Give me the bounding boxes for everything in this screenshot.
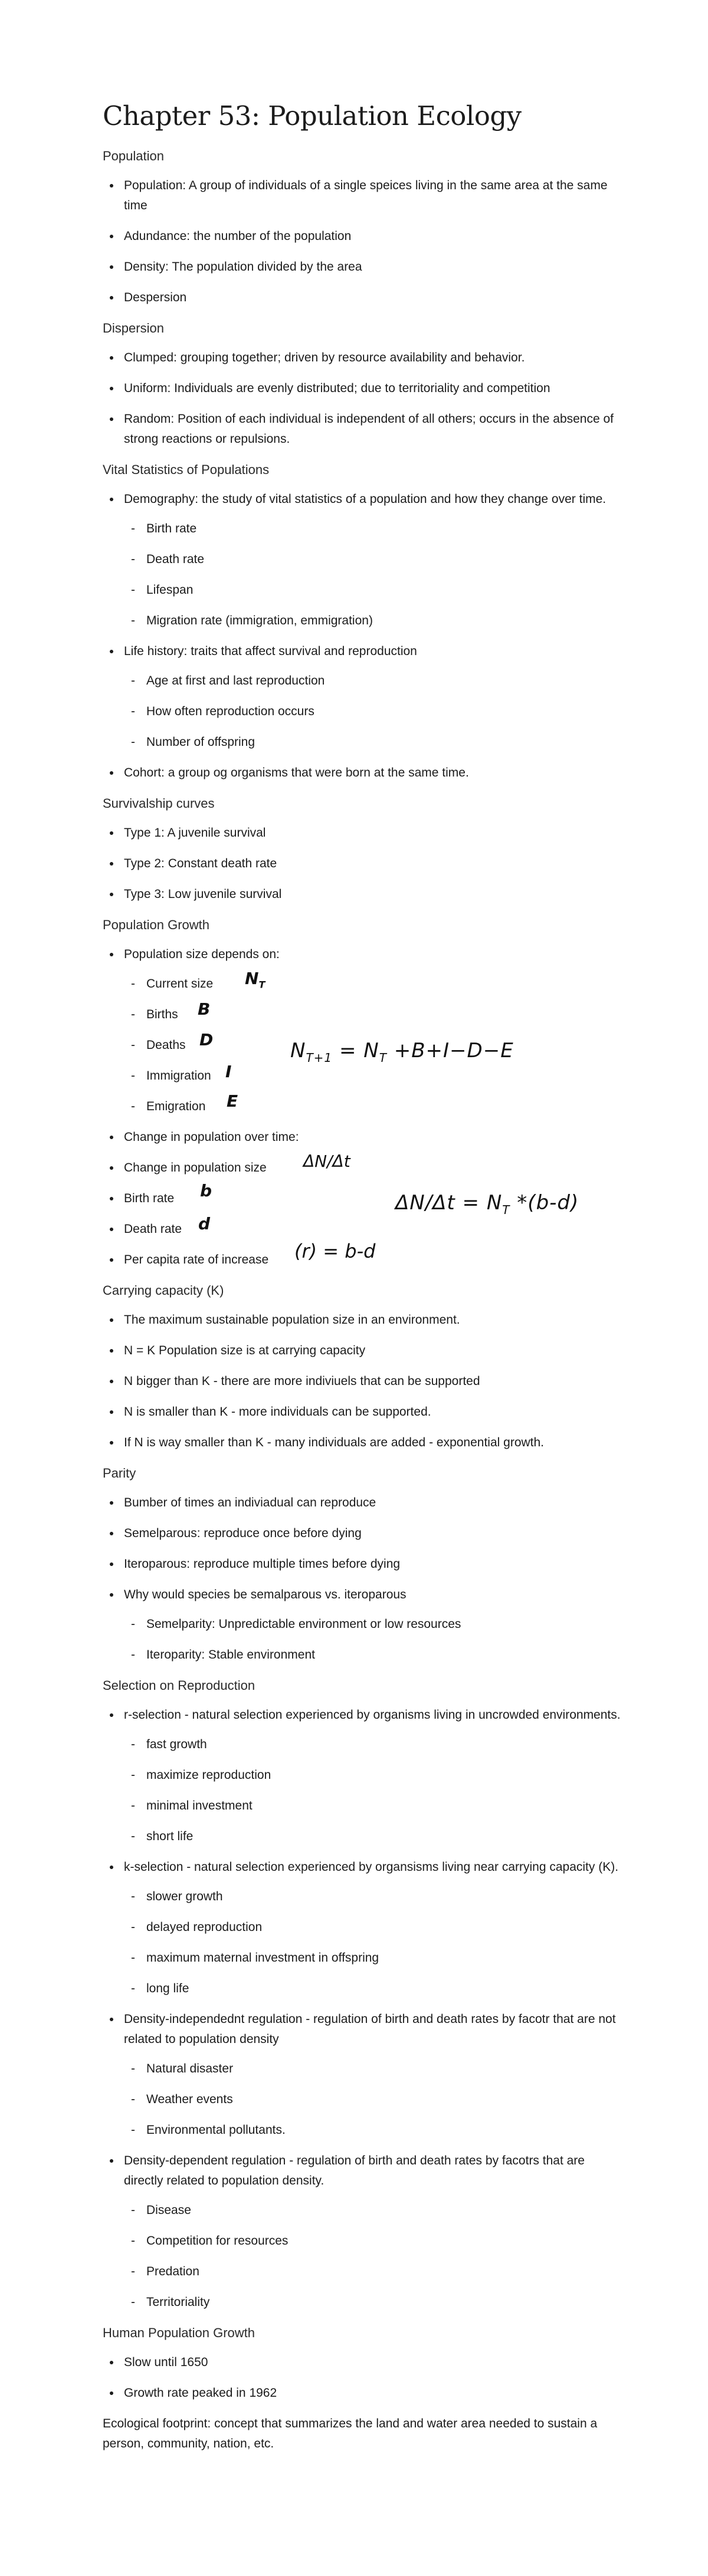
section-heading-selection: Selection on Reproduction [103, 1678, 255, 1693]
sub-list-item: - Territoriality [124, 2292, 622, 2312]
human-population-list [103, 2353, 622, 2403]
vital-statistics-list [103, 489, 622, 783]
sub-list-item: - Semelparity: Unpredictable environment or low resources [124, 1614, 622, 1634]
dispersion-list [103, 348, 622, 449]
list-item: Density-dependent regulation - regulation of birth and death rates by facotrs that are directly related to population density. - Disease - Competition for resources - Predation - Territoriality [103, 2151, 622, 2312]
list-item: Despersion [103, 288, 622, 308]
handwritten-d: D [199, 1030, 214, 1050]
sub-list-item: - Predation [124, 2262, 622, 2282]
list-item: Random: Position of each individual is independent of all others; occurs in the absence of strong reactions or repulsions. [103, 409, 622, 449]
list-item: Uniform: Individuals are evenly distributed; due to territoriality and competition [103, 379, 622, 399]
list-item: Clumped: grouping together; driven by resource availability and behavior. [103, 348, 622, 368]
sub-list-item: - Current size $N_T$ [124, 974, 622, 994]
handwritten-d-lower: d [198, 1214, 211, 1233]
sub-list-item: - Disease [124, 2200, 622, 2220]
list-item: Slow until 1650 [103, 2353, 622, 2373]
sub-list-item: - Emigration E [124, 1097, 622, 1117]
parity-sublist [124, 1614, 622, 1665]
section-heading-population-growth: Population Growth [103, 917, 209, 932]
list-item: k-selection - natural selection experienced by organsisms living near carrying capacity (K). - slower growth - delayed reproduction - maximum maternal investment in offspring - long life [103, 1857, 622, 1999]
handwritten-r: (r) = b-d [294, 1240, 376, 1262]
list-item: N bigger than K - there are more indiviuels that can be supported [103, 1371, 622, 1391]
sub-list-item: - short life [124, 1827, 622, 1847]
sub-list-item: - Age at first and last reproduction [124, 671, 622, 691]
list-item: Type 2: Constant death rate [103, 854, 622, 874]
k-selection-sublist [124, 1887, 622, 1999]
list-item: Density-independednt regulation - regulation of birth and death rates by facotr that are not related to population density - Natural disaster - Weather events - Environmental pollutants. [103, 2009, 622, 2140]
handwritten-formula-2: $\Delta N/\Delta t = N_T$ *(b-d) [395, 1191, 579, 1217]
survivalship-list [103, 823, 622, 904]
sub-list-item: - Immigration I [124, 1066, 622, 1086]
sub-list-item: - Deaths D [124, 1035, 622, 1055]
sub-list-item: - Environmental pollutants. [124, 2120, 622, 2140]
document-body [103, 146, 622, 2454]
sub-list-item: - Lifespan [124, 580, 622, 600]
section-heading-parity: Parity [103, 1466, 136, 1481]
list-item: Death rate d [103, 1219, 622, 1239]
section-heading-population: Population [103, 149, 164, 163]
demography-sublist [124, 519, 622, 631]
list-item: Type 1: A juvenile survival [103, 823, 622, 843]
section-heading-carrying-capacity: Carrying capacity (K) [103, 1283, 224, 1298]
handwritten-nt: $N_T$ [245, 969, 266, 991]
list-item: Demography: the study of vital statistics of a population and how they change over time. - Birth rate - Death rate - Lifespan - Migration rate (immigration, emmigration) [103, 489, 622, 631]
sub-list-item: - delayed reproduction [124, 1917, 622, 1937]
list-item: Change in population size ΔN/Δt [103, 1158, 622, 1178]
list-item: Type 3: Low juvenile survival [103, 884, 622, 904]
sub-list-item: - Iteroparity: Stable environment [124, 1645, 622, 1665]
list-item: The maximum sustainable population size in an environment. [103, 1310, 622, 1330]
section-heading-human-population: Human Population Growth [103, 2325, 255, 2340]
parity-list [103, 1493, 622, 1665]
list-item: Population size depends on: - Current size $N_T$ - Births B - Deaths D - Immigration I - Emigration E [103, 945, 622, 1117]
handwritten-delta-n: ΔN/Δt [303, 1152, 350, 1171]
list-item: Adundance: the number of the population [103, 226, 622, 246]
list-item: r-selection - natural selection experienced by organisms living in uncrowded environments. - fast growth - maximize reproduction - minimal investment - short life [103, 1705, 622, 1847]
page-title: Chapter 53: Population Ecology [103, 100, 522, 131]
ecological-footprint-paragraph: Ecological footprint: concept that summarizes the land and water area needed to sustain a person, community, nation, etc. [103, 2417, 598, 2450]
list-item: Cohort: a group og organisms that were born at the same time. [103, 763, 622, 783]
sub-list-item: - Competition for resources [124, 2231, 622, 2251]
carrying-capacity-list [103, 1310, 622, 1453]
sub-list-item: - fast growth [124, 1735, 622, 1755]
handwritten-e: E [227, 1091, 238, 1111]
section-heading-vital-statistics: Vital Statistics of Populations [103, 462, 270, 477]
handwritten-b-lower: b [200, 1181, 212, 1200]
sub-list-item: - Death rate [124, 550, 622, 570]
sub-list-item: - slower growth [124, 1887, 622, 1907]
list-item: Density: The population divided by the area [103, 257, 622, 277]
population-growth-list [103, 945, 622, 1270]
list-item: Life history: traits that affect survival and reproduction - Age at first and last reproduction - How often reproduction occurs - Number of offspring [103, 641, 622, 752]
list-item: N = K Population size is at carrying capacity [103, 1341, 622, 1361]
density-independent-sublist [124, 2059, 622, 2140]
sub-list-item: - How often reproduction occurs [124, 702, 622, 722]
list-item: Population: A group of individuals of a single speices living in the same area at the same time [103, 176, 622, 216]
sub-list-item: - Births B [124, 1005, 622, 1025]
r-selection-sublist [124, 1735, 622, 1847]
sub-list-item: - maximize reproduction [124, 1765, 622, 1785]
section-heading-dispersion: Dispersion [103, 321, 164, 335]
sub-list-item: - minimal investment [124, 1796, 622, 1816]
sub-list-item: - Birth rate [124, 519, 622, 539]
sub-list-item: - Weather events [124, 2090, 622, 2110]
population-growth-block [103, 945, 622, 1270]
list-item: N is smaller than K - more individuals can be supported. [103, 1402, 622, 1422]
selection-list [103, 1705, 622, 2312]
list-item: Semelparous: reproduce once before dying [103, 1524, 622, 1544]
section-heading-survivalship: Survivalship curves [103, 796, 215, 811]
population-list [103, 176, 622, 308]
list-item: Iteroparous: reproduce multiple times before dying [103, 1554, 622, 1574]
sub-list-item: - Natural disaster [124, 2059, 622, 2079]
density-dependent-sublist [124, 2200, 622, 2312]
sub-list-item: - Number of offspring [124, 732, 622, 752]
sub-list-item: - long life [124, 1979, 622, 1999]
list-item: Change in population over time: [103, 1127, 622, 1147]
sub-list-item: - Migration rate (immigration, emmigration) [124, 611, 622, 631]
sub-list-item: - maximum maternal investment in offspring [124, 1948, 622, 1968]
handwritten-formula-1: $N_{T+1} = N_T +B+I-D-E$ [290, 1039, 514, 1065]
list-item: Growth rate peaked in 1962 [103, 2383, 622, 2403]
handwritten-i: I [225, 1062, 232, 1081]
life-history-sublist [124, 671, 622, 752]
list-item: Birth rate b [103, 1189, 622, 1209]
handwritten-b: B [198, 999, 211, 1019]
list-item: If N is way smaller than K - many individuals are added - exponential growth. [103, 1433, 622, 1453]
list-item: Why would species be semalparous vs. iteroparous - Semelparity: Unpredictable environment or low resources - Iteroparity: Stable environment [103, 1585, 622, 1665]
list-item: Bumber of times an indiviadual can reproduce [103, 1493, 622, 1513]
list-item: Per capita rate of increase (r) = b-d [103, 1250, 622, 1270]
